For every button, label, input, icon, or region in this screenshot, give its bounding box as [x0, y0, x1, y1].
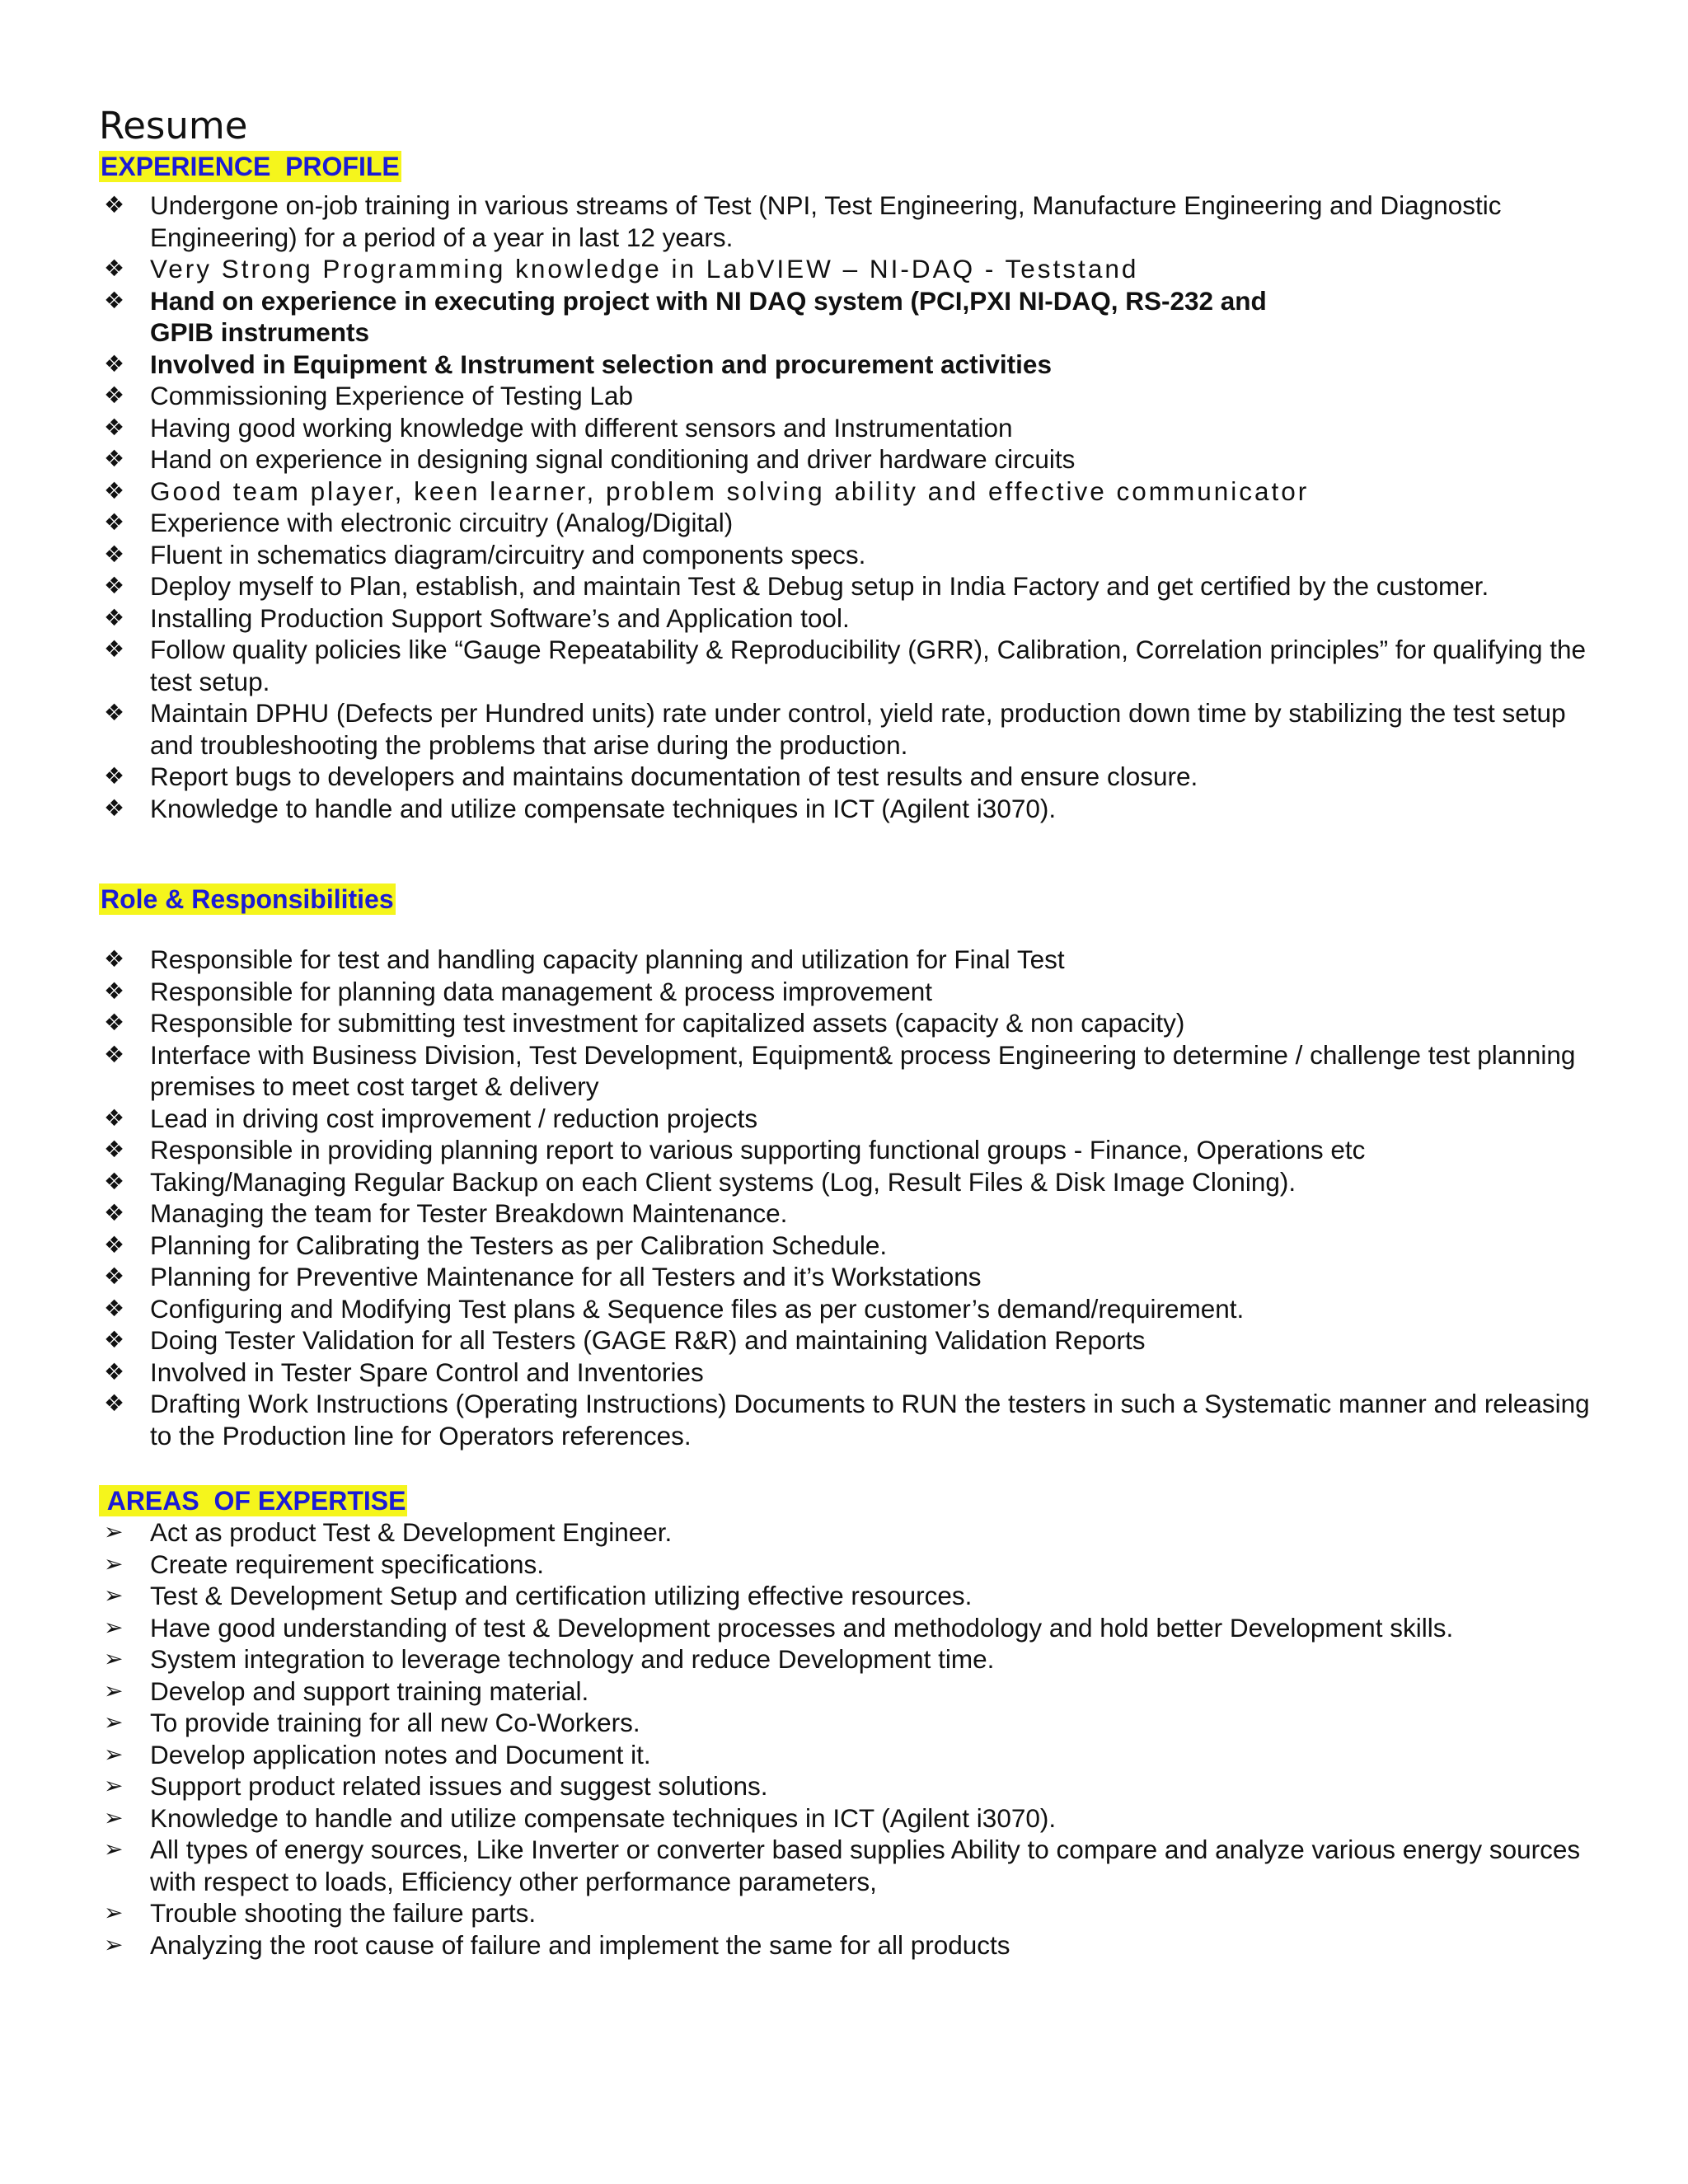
list-item: ❖ Responsible for submitting test investment for capitalized assets (capacity & non capacity)	[104, 1008, 1185, 1038]
arrow-bullet-icon: ➢	[104, 1582, 124, 1609]
arrow-bullet-icon: ➢	[104, 1803, 124, 1831]
arrow-bullet-icon: ➢	[104, 1613, 124, 1641]
diamond-bullet-icon: ❖	[104, 509, 125, 536]
diamond-bullet-icon: ❖	[104, 1263, 125, 1290]
diamond-bullet-icon: ❖	[104, 382, 125, 409]
list-item: ➢ Create requirement specifications.	[104, 1549, 544, 1579]
diamond-bullet-icon: ❖	[104, 1104, 125, 1132]
list-item: ❖ Managing the team for Tester Breakdown Maintenance.	[104, 1198, 788, 1228]
diamond-bullet-icon: ❖	[104, 540, 125, 568]
diamond-bullet-icon: ❖	[104, 1167, 125, 1195]
list-item: ❖ Experience with electronic circuitry (Analog/Digital)	[104, 508, 734, 537]
diamond-bullet-icon: ❖	[104, 1230, 125, 1258]
list-item: ➢ Develop application notes and Document it.	[104, 1739, 651, 1769]
list-item: ❖ Knowledge to handle and utilize compensate techniques in ICT (Agilent i3070).	[104, 793, 1057, 823]
list-item: ❖ Interface with Business Division, Test Development, Equipment& process Engineering to determine / challenge test planning premises to meet cost target & delivery	[104, 1039, 1576, 1101]
list-item: ❖ Undergone on-job training in various streams of Test (NPI, Test Engineering, Manufacture Engineering and Diagnostic Engineering) for a period of a year in last 12 years.	[104, 190, 1502, 252]
list-item: ➢ Knowledge to handle and utilize compensate techniques in ICT (Agilent i3070).	[104, 1802, 1057, 1833]
diamond-bullet-icon: ❖	[104, 413, 125, 441]
diamond-bullet-icon: ❖	[104, 699, 125, 726]
list-item: ❖ Responsible for test and handling capacity planning and utilization for Final Test	[104, 944, 1065, 974]
diamond-bullet-icon: ❖	[104, 1199, 125, 1226]
list-item: ❖ Lead in driving cost improvement / reduction projects	[104, 1103, 758, 1133]
list-item: ❖ Installing Production Support Software’s and Application tool.	[104, 602, 850, 633]
diamond-bullet-icon: ❖	[104, 191, 125, 218]
list-item: ❖ Involved in Tester Spare Control and Inventories	[104, 1357, 704, 1387]
list-item: ➢ Trouble shooting the failure parts.	[104, 1898, 537, 1928]
list-item: ❖ Taking/Managing Regular Backup on each Client systems (Log, Result Files & Disk Image Cloning).	[104, 1166, 1296, 1197]
arrow-bullet-icon: ➢	[104, 1708, 124, 1736]
arrow-bullet-icon: ➢	[104, 1645, 124, 1672]
diamond-bullet-icon: ❖	[104, 1009, 125, 1036]
arrow-bullet-icon: ➢	[104, 1930, 124, 1958]
diamond-bullet-icon: ❖	[104, 762, 125, 790]
arrow-bullet-icon: ➢	[104, 1549, 124, 1577]
list-item: ➢ Have good understanding of test & Development processes and methodology and hold better Development skills.	[104, 1612, 1454, 1643]
list-item: ❖ Deploy myself to Plan, establish, and maintain Test & Debug setup in India Factory and get certified by the customer.	[104, 571, 1489, 601]
list-item: ➢ Analyzing the root cause of failure and implement the same for all products	[104, 1929, 1010, 1960]
diamond-bullet-icon: ❖	[104, 1326, 125, 1353]
arrow-bullet-icon: ➢	[104, 1676, 124, 1704]
list-item: ❖ Report bugs to developers and maintains documentation of test results and ensure closure.	[104, 762, 1198, 791]
diamond-bullet-icon: ❖	[104, 1390, 125, 1417]
role-responsibilities-heading: Role & Responsibilities	[101, 884, 394, 914]
diamond-bullet-icon: ❖	[104, 572, 125, 599]
experience-profile-list	[99, 190, 1599, 824]
list-item: ➢ Test & Development Setup and certification utilizing effective resources.	[104, 1581, 973, 1610]
arrow-bullet-icon: ➢	[104, 1518, 124, 1545]
areas-of-expertise-heading: AREAS OF EXPERTISE	[101, 1486, 406, 1516]
list-item: ❖ Configuring and Modifying Test plans & Sequence files as per customer’s demand/requirement.	[104, 1293, 1245, 1324]
arrow-bullet-icon: ➢	[104, 1772, 124, 1799]
list-item: ❖ Fluent in schematics diagram/circuitry and components specs.	[104, 539, 866, 569]
diamond-bullet-icon: ❖	[104, 635, 125, 663]
list-item: ❖ Involved in Equipment & Instrument selection and procurement activities	[104, 349, 1052, 379]
list-item: ➢ Act as product Test & Development Engineer.	[104, 1517, 673, 1547]
diamond-bullet-icon: ❖	[104, 1040, 125, 1068]
diamond-bullet-icon: ❖	[104, 255, 125, 282]
diamond-bullet-icon: ❖	[104, 945, 125, 972]
list-item: ❖ Planning for Preventive Maintenance for all Testers and it’s Workstations	[104, 1262, 982, 1291]
list-item: ➢ All types of energy sources, Like Inverter or converter based supplies Ability to compare and analyze various energy sources with respect to loads, Efficiency other performance parameters,	[104, 1835, 1581, 1896]
list-item: ❖ Having good working knowledge with different sensors and Instrumentation	[104, 412, 1013, 443]
list-item: ❖ Hand on experience in designing signal conditioning and driver hardware circuits	[104, 444, 1076, 474]
diamond-bullet-icon: ❖	[104, 445, 125, 472]
diamond-bullet-icon: ❖	[104, 286, 125, 314]
areas-of-expertise-list	[99, 1516, 1599, 1961]
diamond-bullet-icon: ❖	[104, 794, 125, 822]
list-item: ❖ Follow quality policies like “Gauge Repeatability & Reproducibility (GRR), Calibration, Correlation principles” for qualifying the test setup.	[104, 635, 1587, 696]
list-item: ❖ Planning for Calibrating the Testers as per Calibration Schedule.	[104, 1230, 888, 1260]
list-item: ❖ Hand on experience in executing project with NI DAQ system (PCI,PXI NI-DAQ, RS-232 and GPIB instruments	[104, 285, 1267, 347]
list-item: ❖ Responsible in providing planning report to various supporting functional groups - Finance, Operations etc	[104, 1135, 1366, 1165]
list-item: ➢ System integration to leverage technology and reduce Development time.	[104, 1644, 995, 1674]
list-item: ❖ Very Strong Programming knowledge in LabVIEW – NI-DAQ - Teststand	[104, 254, 1139, 284]
document-title: Resume	[99, 104, 248, 148]
list-item: ❖ Responsible for planning data management & process improvement	[104, 976, 933, 1006]
list-item: ❖ Good team player, keen learner, problem solving ability and effective communicator	[104, 476, 1310, 506]
list-item: ➢ Support product related issues and suggest solutions.	[104, 1771, 768, 1801]
diamond-bullet-icon: ❖	[104, 1136, 125, 1163]
list-item: ➢ Develop and support training material.	[104, 1675, 589, 1706]
diamond-bullet-icon: ❖	[104, 1357, 125, 1385]
list-item: ❖ Maintain DPHU (Defects per Hundred units) rate under control, yield rate, production down time by stabilizing the test setup and troubleshooting the problems that arise during the production.	[104, 698, 1566, 760]
arrow-bullet-icon: ➢	[104, 1835, 124, 1863]
list-item: ❖ Commissioning Experience of Testing Lab	[104, 381, 633, 410]
diamond-bullet-icon: ❖	[104, 476, 125, 504]
diamond-bullet-icon: ❖	[104, 977, 125, 1005]
role-responsibilities-list	[99, 944, 1599, 1451]
diamond-bullet-icon: ❖	[104, 1294, 125, 1322]
arrow-bullet-icon: ➢	[104, 1899, 124, 1926]
diamond-bullet-icon: ❖	[104, 349, 125, 377]
diamond-bullet-icon: ❖	[104, 603, 125, 631]
arrow-bullet-icon: ➢	[104, 1740, 124, 1768]
experience-profile-heading: EXPERIENCE PROFILE	[101, 152, 400, 181]
list-item: ❖ Doing Tester Validation for all Testers (GAGE R&R) and maintaining Validation Reports	[104, 1325, 1146, 1355]
list-item: ❖ Drafting Work Instructions (Operating Instructions) Documents to RUN the testers in such a Systematic manner and releasing to the Production line for Operators references.	[104, 1389, 1590, 1451]
list-item: ➢ To provide training for all new Co-Workers.	[104, 1708, 640, 1737]
